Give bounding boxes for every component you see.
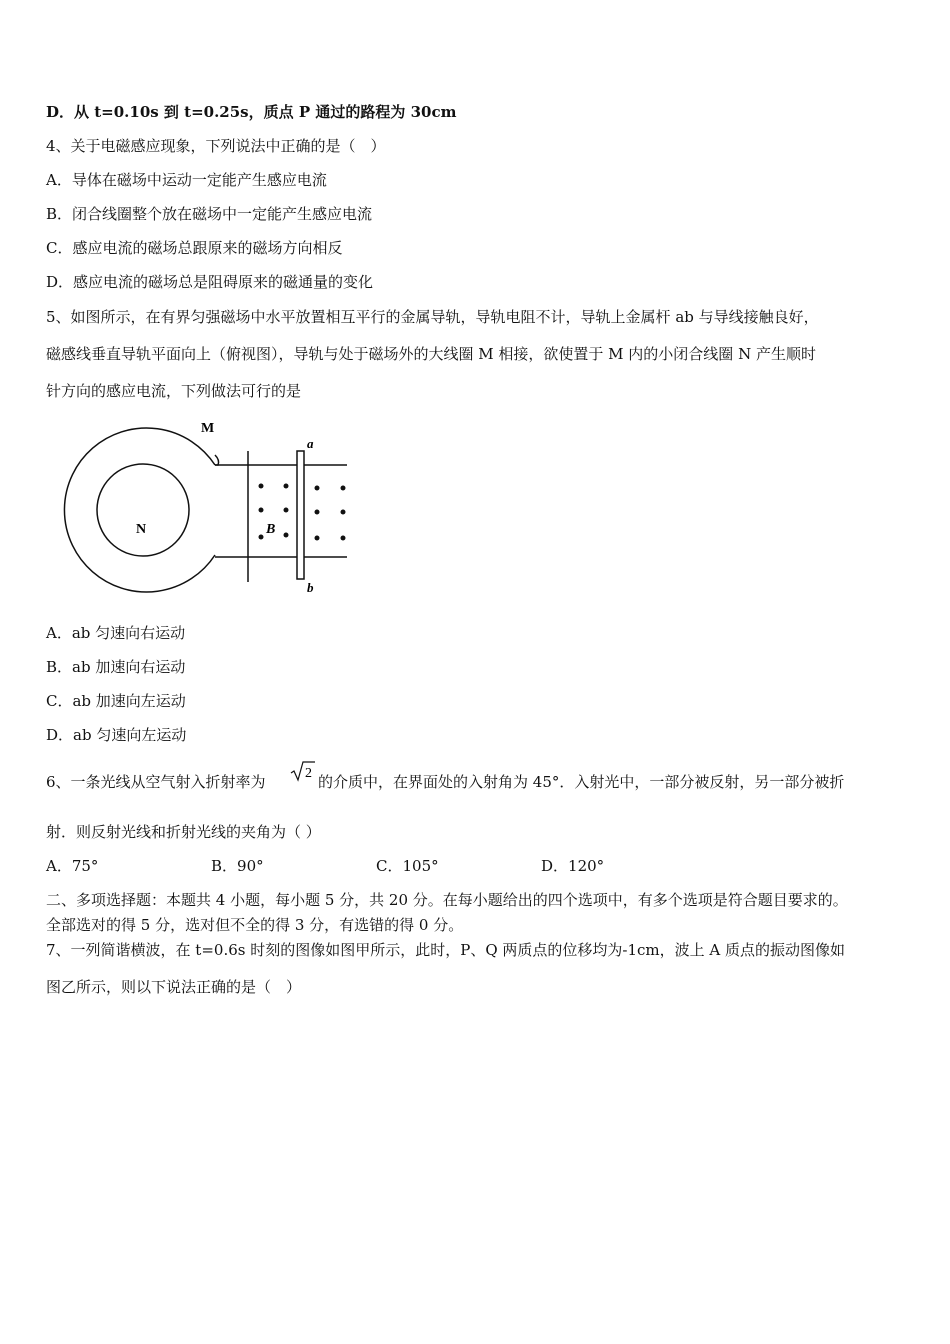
- q4-stem: 4、关于电磁感应现象，下列说法中正确的是（ ）: [46, 137, 386, 155]
- q4-option-b: B．闭合线圈整个放在磁场中一定能产生感应电流: [46, 205, 373, 223]
- q5-stem-line2: 磁感线垂直导轨平面向上（俯视图），导轨与处于磁场外的大线圈 M 相接，欲使置于 M 内的小闭合线圈 N 产生顺时: [46, 345, 816, 363]
- q5-stem-line3: 针方向的感应电流，下列做法可行的是: [46, 382, 302, 400]
- q4-option-a: A．导体在磁场中运动一定能产生感应电流: [46, 171, 327, 189]
- q6-option-c: C．105°: [376, 857, 439, 875]
- label-a: a: [307, 436, 314, 451]
- q5-circuit-diagram: [55, 415, 355, 600]
- sqrt-two-symbol: [290, 760, 316, 782]
- q6-option-d: D．120°: [541, 857, 605, 875]
- label-b-field: B: [266, 522, 276, 537]
- coil-m-neck-top: [215, 455, 219, 465]
- q6-stem-pre: 6、一条光线从空气射入折射率为: [46, 773, 266, 791]
- q6-option-b: B．90°: [211, 857, 264, 875]
- q6-stem-line2: 射．则反射光线和折射光线的夹角为（ ）: [46, 823, 321, 841]
- coil-m-outer: [64, 428, 215, 592]
- label-n: N: [136, 522, 147, 537]
- label-m: M: [201, 421, 215, 436]
- sqrt-digit: 2: [305, 766, 312, 781]
- section2-heading-line2: 全部选对的得 5 分，选对但不全的得 3 分，有选错的得 0 分。: [46, 916, 464, 934]
- coil-n: [97, 464, 189, 556]
- label-b-end: b: [307, 580, 314, 595]
- section2-heading-line1: 二、多项选择题：本题共 4 小题，每小题 5 分，共 20 分。在每小题给出的四个选项中，有多个选项是符合题目要求的。: [46, 891, 848, 909]
- q5-option-b: B．ab 加速向右运动: [46, 658, 186, 676]
- rod-ab: [297, 451, 304, 579]
- q5-stem-line1: 5、如图所示，在有界匀强磁场中水平放置相互平行的金属导轨，导轨电阻不计，导轨上金属杆 ab 与导线接触良好，: [46, 308, 819, 326]
- q7-stem-line2: 图乙所示，则以下说法正确的是（ ）: [46, 978, 302, 996]
- q6-option-a: A．75°: [46, 857, 99, 875]
- q5-option-a: A．ab 匀速向右运动: [46, 624, 186, 642]
- q6-stem-post: 的介质中，在界面处的入射角为 45°．入射光中，一部分被反射，另一部分被折: [318, 773, 845, 791]
- q5-option-d: D．ab 匀速向左运动: [46, 726, 187, 744]
- q4-option-c: C．感应电流的磁场总跟原来的磁场方向相反: [46, 239, 343, 257]
- q4-option-d: D．感应电流的磁场总是阻碍原来的磁通量的变化: [46, 273, 374, 291]
- q7-stem-line1: 7、一列简谐横波，在 t=0.6s 时刻的图像如图甲所示，此时，P、Q 两质点的位移均为-1cm，波上 A 质点的振动图像如: [46, 941, 845, 959]
- q3-option-d: D．从 t=0.10s 到 t=0.25s，质点 P 通过的路程为 30cm: [46, 103, 457, 121]
- q5-option-c: C．ab 加速向左运动: [46, 692, 186, 710]
